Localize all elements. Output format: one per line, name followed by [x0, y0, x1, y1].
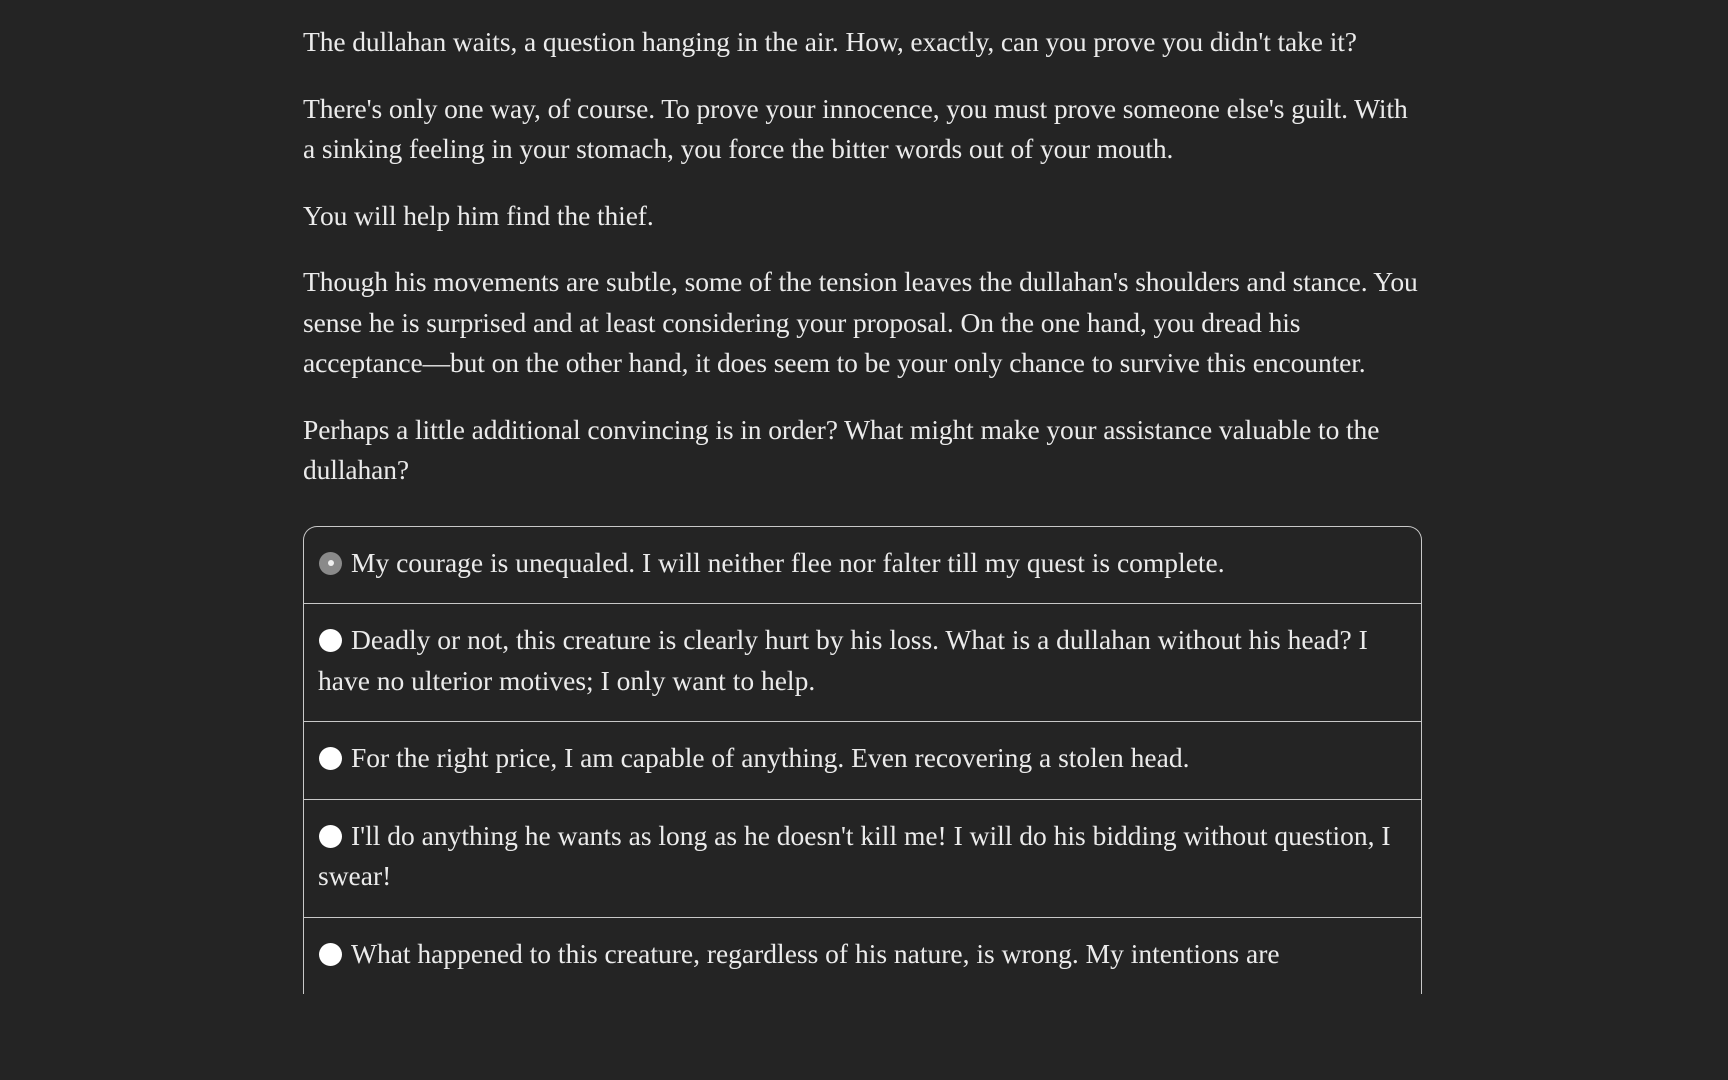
story-paragraph: Though his movements are subtle, some of the tension leaves the dullahan's shoulders and stance. You sense he is surprised and at least considering your proposal. On the one hand, you dread his acceptance—but on the other hand, it does seem to be your only chance to survive this encounter.: [303, 266, 1418, 378]
choice-option-courage[interactable]: [304, 527, 1421, 605]
radio-unselected-icon[interactable]: [319, 943, 342, 966]
radio-unselected-icon[interactable]: [319, 629, 342, 652]
choice-label: What happened to this creature, regardless of his nature, is wrong. My intentions are: [351, 937, 1280, 969]
choice-option-obedience[interactable]: [304, 800, 1421, 918]
radio-unselected-icon[interactable]: [319, 747, 342, 770]
choice-option-compassion[interactable]: [304, 604, 1421, 722]
story-paragraph: You will help him find the thief.: [303, 199, 654, 231]
story-paragraph: The dullahan waits, a question hanging in the air. How, exactly, can you prove you didn't take it?: [303, 26, 1357, 57]
radio-selected-icon[interactable]: [319, 552, 342, 575]
story-container: [303, 22, 1423, 994]
choice-label: My courage is unequaled. I will neither flee nor falter till my quest is complete.: [351, 546, 1225, 578]
choice-option-price[interactable]: [304, 722, 1421, 800]
story-paragraph: Perhaps a little additional convincing is in order? What might make your assistance valuable to the dullahan?: [303, 413, 1380, 485]
choice-label: I'll do anything he wants as long as he doesn't kill me! I will do his bidding without question, I swear!: [318, 819, 1391, 891]
choice-label: Deadly or not, this creature is clearly hurt by his loss. What is a dullahan without his head? I have no ulterior motives; I only want to help.: [318, 624, 1368, 696]
story-paragraph: There's only one way, of course. To prove your innocence, you must prove someone else's guilt. With a sinking feeling in your stomach, you force the bitter words out of your mouth.: [303, 92, 1408, 164]
radio-unselected-icon[interactable]: [319, 825, 342, 848]
choice-option-justice[interactable]: [304, 918, 1421, 995]
choice-list: [303, 526, 1422, 995]
choice-label: For the right price, I am capable of anything. Even recovering a stolen head.: [351, 742, 1190, 773]
